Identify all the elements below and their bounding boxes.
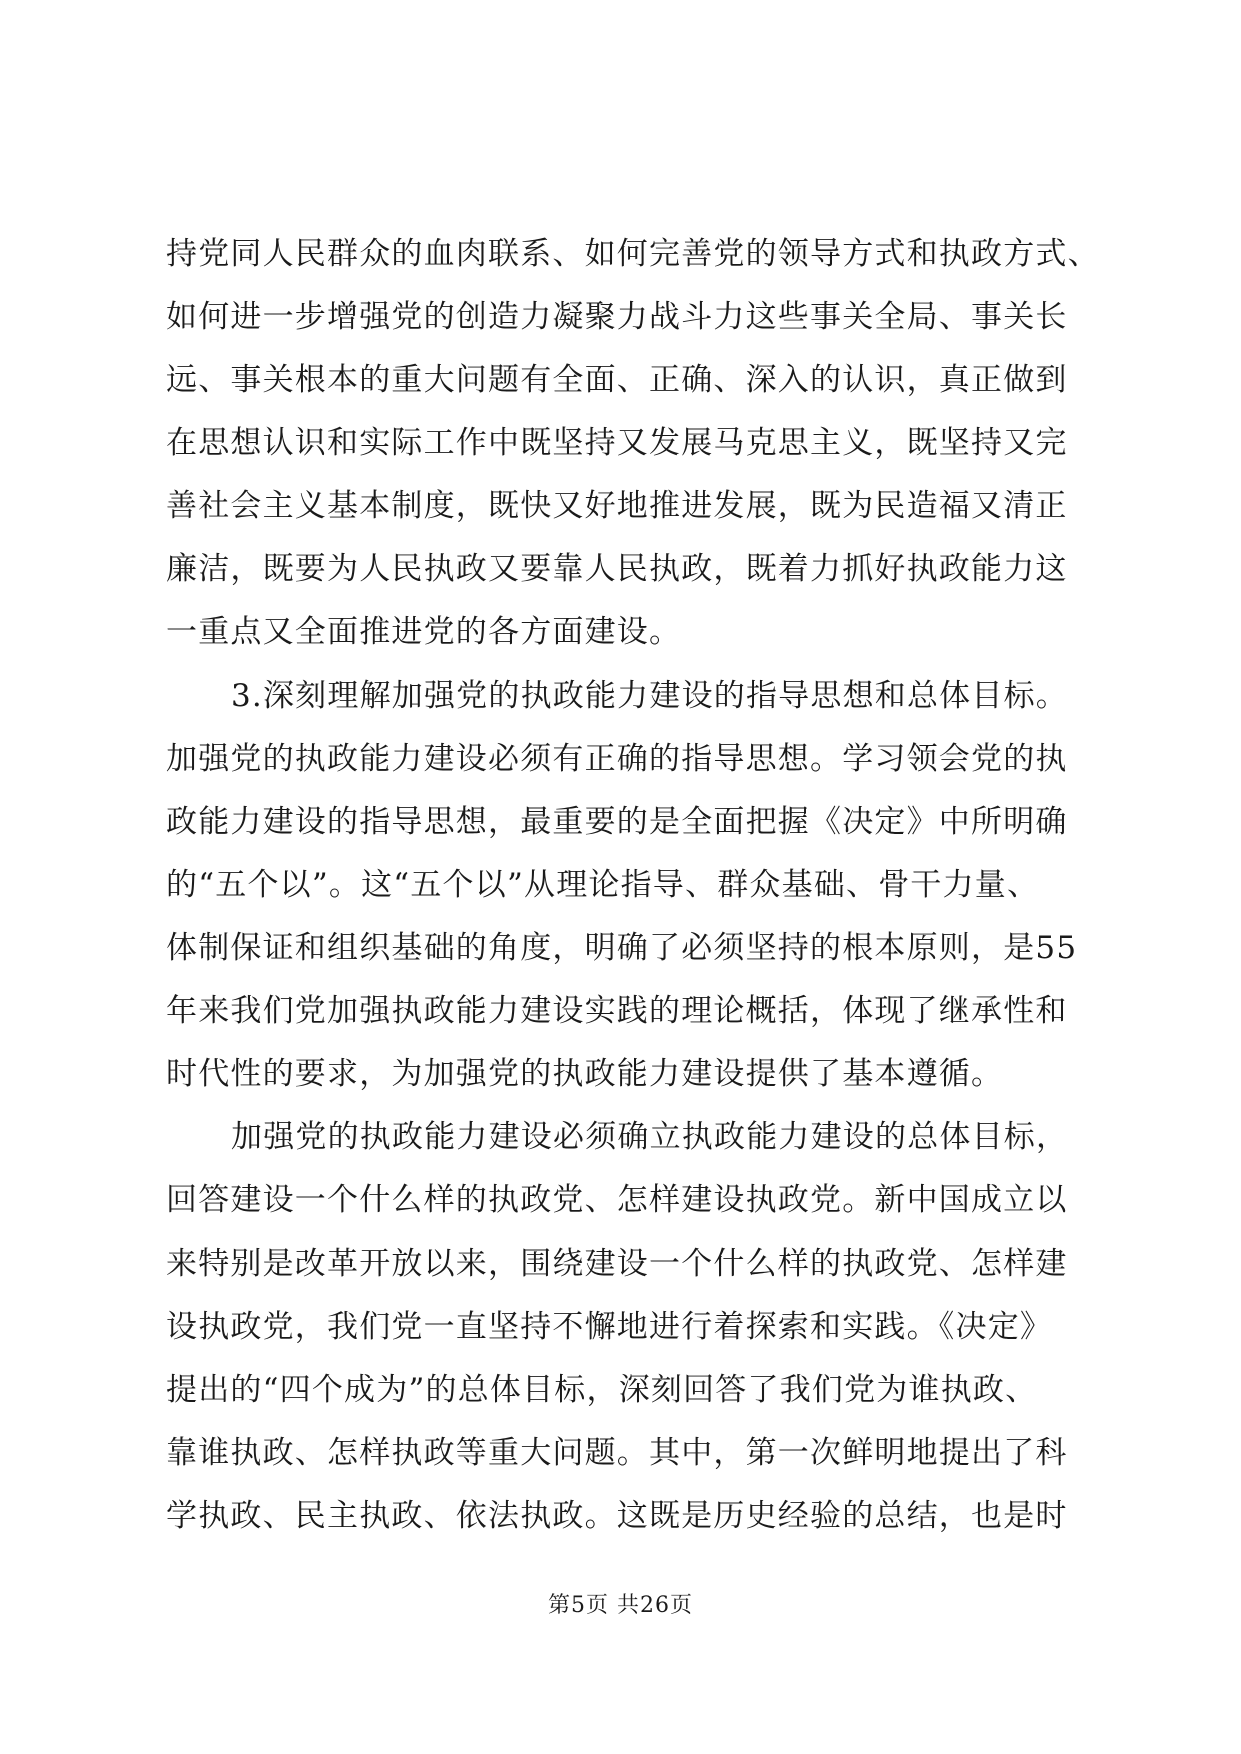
section-heading-line: 3.深刻理解加强党的执政能力建设的指导思想和总体目标。	[231, 678, 1068, 714]
body-text-line: 来特别是改革开放以来，围绕建设一个什么样的执政党、怎样建	[166, 1246, 1068, 1282]
body-text-line: 一重点又全面推进党的各方面建设。	[166, 614, 682, 650]
page-number-footer: 第5页 共26页	[548, 1593, 693, 1618]
body-text-line: 持党同人民群众的血肉联系、如何完善党的领导方式和执政方式、	[166, 236, 1100, 272]
body-text-line: 善社会主义基本制度，既快又好地推进发展，既为民造福又清正	[166, 488, 1068, 524]
body-text-line: 设执政党，我们党一直坚持不懈地进行着探索和实践。《决定》	[166, 1309, 1053, 1345]
body-text-line: 年来我们党加强执政能力建设实践的理论概括，体现了继承性和	[166, 993, 1068, 1029]
body-text-line: 回答建设一个什么样的执政党、怎样建设执政党。新中国成立以	[166, 1182, 1068, 1218]
body-text-line: 的“五个以”。这“五个以”从理论指导、群众基础、骨干力量、	[166, 867, 1040, 903]
body-text-line: 廉洁，既要为人民执政又要靠人民执政，既着力抓好执政能力这	[166, 551, 1068, 587]
body-text-line: 学执政、民主执政、依法执政。这既是历史经验的总结，也是时	[166, 1498, 1068, 1534]
body-text-line: 体制保证和组织基础的角度，明确了必须坚持的根本原则，是55	[166, 930, 1078, 966]
body-text-line: 靠谁执政、怎样执政等重大问题。其中，第一次鲜明地提出了科	[166, 1435, 1068, 1471]
body-text-line: 远、事关根本的重大问题有全面、正确、深入的认识，真正做到	[166, 362, 1068, 398]
body-text-line: 在思想认识和实际工作中既坚持又发展马克思主义，既坚持又完	[166, 425, 1068, 461]
body-text-line: 加强党的执政能力建设必须确立执政能力建设的总体目标，	[231, 1119, 1069, 1155]
body-text-line: 政能力建设的指导思想，最重要的是全面把握《决定》中所明确	[166, 804, 1068, 840]
body-text-line: 如何进一步增强党的创造力凝聚力战斗力这些事关全局、事关长	[166, 299, 1068, 335]
body-text-line: 提出的“四个成为”的总体目标，深刻回答了我们党为谁执政、	[166, 1372, 1038, 1408]
body-text-line: 加强党的执政能力建设必须有正确的指导思想。学习领会党的执	[166, 741, 1068, 777]
body-text-line: 时代性的要求，为加强党的执政能力建设提供了基本遵循。	[166, 1056, 1004, 1092]
